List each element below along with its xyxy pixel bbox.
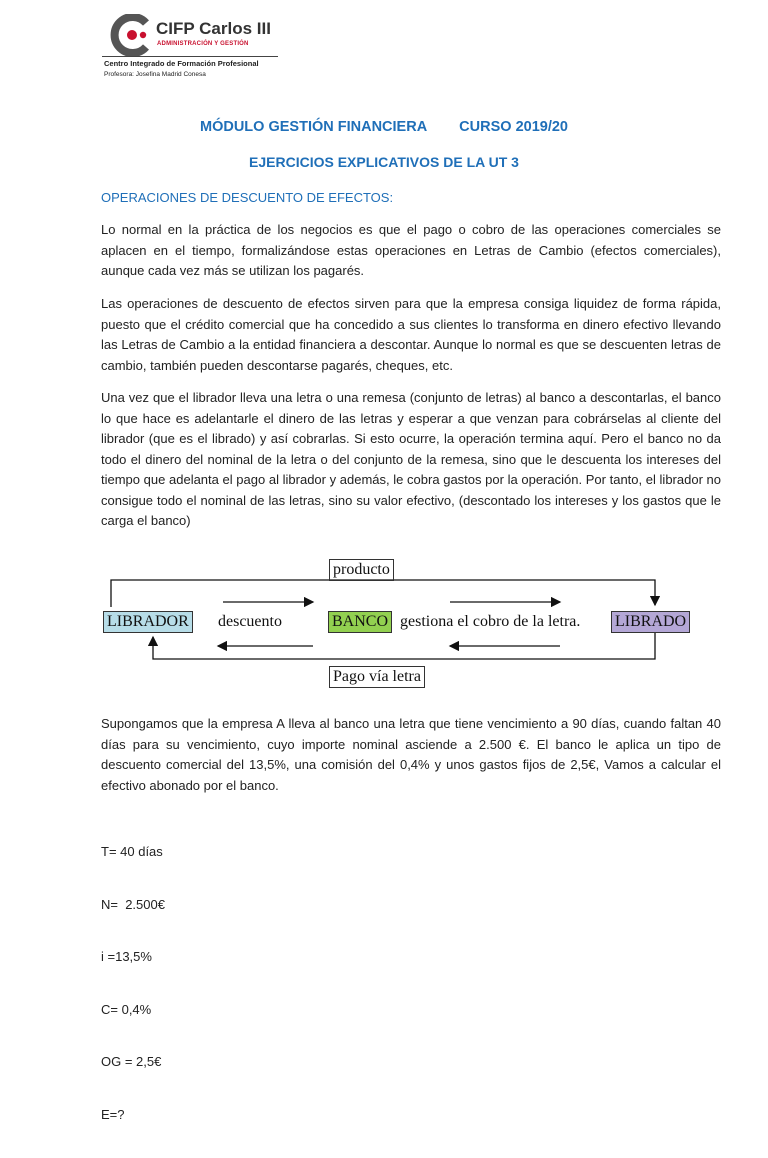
paragraph-2: Las operaciones de descuento de efectos sirven para que la empresa consiga liquidez de forma rápida, puesto que el crédito comercial que ha concedido a sus clientes lo transforma en dinero efectivo llevando las Letras de Cambio a la entidad financiera a descontar. Aunque lo normal es que se descuenten letras de cambio, también pueden descontarse pagarés, cheques, etc. <box>101 296 721 373</box>
banco-box: BANCO <box>328 611 392 633</box>
header-divider <box>102 56 278 57</box>
variable-e: E=? <box>101 1106 125 1122</box>
variable-t: T= 40 días <box>101 844 163 859</box>
logo-c-icon <box>102 14 154 56</box>
variable-i: i =13,5% <box>101 949 152 964</box>
section-heading: OPERACIONES DE DESCUENTO DE EFECTOS: <box>101 190 394 205</box>
variable-n: N= 2.500€ <box>101 896 165 912</box>
logo-subtitle: ADMINISTRACIÓN Y GESTIÓN <box>157 41 249 47</box>
paragraph-3: Una vez que el librador lleva una letra o una remesa (conjunto de letras) al banco a descontarlas, el banco lo que hace es adelantarle el dinero de las letras y esperar a que venzan para cobrárselas al cliente del librador (que es el librado) y así cobrarlas. Si esto ocurre, la operación termina aquí. Pero el banco no da todo el dinero del nominal de la letra o del conjunto de la remesa, sino que le descuenta los intereses del tiempo que adelanta el pago al librador y además, le cobra gastos por la operación. Por tanto, el librador no consigue todo el nominal de las letras, sino su valor efectivo, (descontado los intereses y los gastos que le carga el banco) <box>101 390 721 528</box>
profesora-label: Profesora: Josefina Madrid Conesa <box>104 71 206 78</box>
librador-box: LIBRADOR <box>103 611 193 633</box>
variable-c: C= 0,4% <box>101 1001 152 1017</box>
cifp-logo <box>102 14 292 56</box>
centro-label: Centro Integrado de Formación Profesional <box>104 59 259 68</box>
producto-label: producto <box>329 559 394 581</box>
course-year: CURSO 2019/20 <box>459 119 568 135</box>
librado-box: LIBRADO <box>611 611 690 633</box>
logo-name: CIFP Carlos III <box>156 19 271 38</box>
gestiona-label: gestiona el cobro de la letra. <box>400 613 581 630</box>
paragraph-1: Lo normal en la práctica de los negocios es que el pago o cobro de las operaciones comerciales se aplacen en el tiempo, formalizándose estas operaciones en Letras de Cambio (efectos comerciales), aunque cada vez más se utilizan los pagarés. <box>101 222 721 278</box>
discount-flow-diagram <box>98 555 687 690</box>
pago-via-letra-label: Pago vía letra <box>329 666 425 688</box>
variable-og: OG = 2,5€ <box>101 1054 162 1069</box>
descuento-label: descuento <box>218 613 282 630</box>
variables-list <box>101 808 165 1158</box>
exercises-title: EJERCICIOS EXPLICATIVOS DE LA UT 3 <box>249 154 519 170</box>
paragraph-4: Supongamos que la empresa A lleva al banco una letra que tiene vencimiento a 90 días, cuando faltan 40 días para su vencimiento, cuyo importe nominal asciende a 2.500 €. El banco le aplica un tipo de descuento comercial del 13,5%, una comisión del 0,4% y unos gastos fijos de 2,5€, Vamos a calcular el efectivo abonado por el banco. <box>101 716 721 793</box>
module-title-line <box>0 119 768 135</box>
module-title: MÓDULO GESTIÓN FINANCIERA <box>200 119 428 135</box>
